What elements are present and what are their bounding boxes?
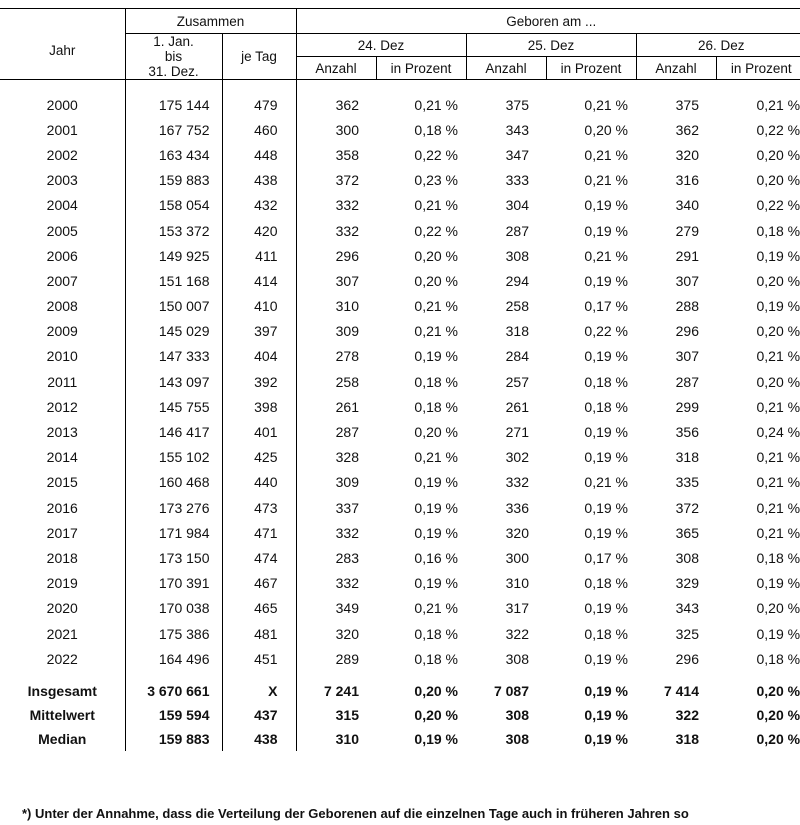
header-anzahl-25: Anzahl [466, 57, 546, 80]
cell-je-tag: 460 [222, 117, 296, 142]
cell-prozent-26: 0,20 % [756, 146, 800, 163]
births-table-container [0, 8, 800, 751]
cell-jahr: 2007 [46, 272, 78, 289]
cell-total: 170 038 [125, 596, 222, 621]
cell-jahr: 2004 [46, 197, 78, 214]
cell-prozent-25: 0,21 % [584, 474, 628, 491]
cell-anzahl-24: 320 [296, 621, 376, 646]
cell-jahr: 2006 [46, 247, 78, 264]
cell-je-tag: 392 [222, 369, 296, 394]
summary-anzahl-25: 308 [505, 731, 529, 748]
cell-anzahl-26: 316 [675, 172, 699, 189]
cell-prozent-24: 0,16 % [414, 549, 458, 566]
cell-je-tag: 481 [222, 621, 296, 646]
header-range-line2: bis [164, 49, 183, 64]
cell-je-tag: 398 [222, 394, 296, 419]
table-row [0, 142, 800, 167]
cell-je-tag: 471 [222, 520, 296, 545]
table-row [0, 168, 800, 193]
cell-prozent-26: 0,19 % [756, 247, 800, 264]
cell-jahr: 2015 [46, 474, 78, 491]
births-table [0, 8, 800, 751]
cell-prozent-24: 0,18 % [414, 373, 458, 390]
cell-anzahl-25: 308 [505, 650, 529, 667]
cell-anzahl-26: 296 [675, 650, 699, 667]
cell-anzahl-26: 375 [675, 96, 699, 113]
table-row [0, 495, 800, 520]
table-row [0, 419, 800, 444]
cell-prozent-26: 0,20 % [756, 172, 800, 189]
cell-total: 173 150 [125, 545, 222, 570]
table-row [0, 545, 800, 570]
cell-anzahl-25: 258 [505, 298, 529, 315]
summary-row [0, 671, 800, 703]
cell-anzahl-26: 362 [675, 121, 699, 138]
summary-je-tag: 437 [222, 703, 296, 727]
header-je-tag: je Tag [222, 34, 296, 80]
cell-total: 160 468 [125, 470, 222, 495]
cell-prozent-26: 0,21 % [756, 524, 800, 541]
cell-je-tag: 432 [222, 193, 296, 218]
cell-prozent-26: 0,18 % [756, 650, 800, 667]
cell-je-tag: 425 [222, 445, 296, 470]
cell-total: 167 752 [125, 117, 222, 142]
cell-prozent-24: 0,19 % [414, 474, 458, 491]
summary-je-tag: X [222, 671, 296, 703]
cell-anzahl-25: 257 [505, 373, 529, 390]
cell-prozent-25: 0,21 % [584, 247, 628, 264]
cell-total: 147 333 [125, 344, 222, 369]
summary-anzahl-24: 7 241 [296, 671, 376, 703]
table-row [0, 218, 800, 243]
cell-anzahl-24: 258 [296, 369, 376, 394]
cell-jahr: 2014 [46, 449, 78, 466]
table-row [0, 193, 800, 218]
cell-jahr: 2008 [46, 298, 78, 315]
cell-je-tag: 404 [222, 344, 296, 369]
table-row [0, 243, 800, 268]
table-row [0, 470, 800, 495]
cell-anzahl-24: 362 [296, 80, 376, 118]
cell-anzahl-25: 347 [505, 146, 529, 163]
cell-prozent-25: 0,19 % [584, 524, 628, 541]
cell-total: 175 386 [125, 621, 222, 646]
cell-jahr: 2021 [46, 625, 78, 642]
header-zusammen: Zusammen [125, 9, 296, 34]
cell-anzahl-26: 307 [675, 272, 699, 289]
cell-anzahl-26: 340 [675, 197, 699, 214]
cell-jahr: 2016 [46, 499, 78, 516]
cell-anzahl-26: 296 [675, 323, 699, 340]
cell-je-tag: 438 [222, 168, 296, 193]
table-row [0, 621, 800, 646]
cell-prozent-25: 0,21 % [584, 172, 628, 189]
cell-jahr: 2013 [46, 424, 78, 441]
cell-prozent-24: 0,18 % [414, 121, 458, 138]
cell-je-tag: 474 [222, 545, 296, 570]
cell-anzahl-25: 332 [505, 474, 529, 491]
cell-prozent-24: 0,20 % [414, 272, 458, 289]
cell-anzahl-26: 307 [675, 348, 699, 365]
cell-jahr: 2012 [46, 398, 78, 415]
cell-prozent-25: 0,18 % [584, 398, 628, 415]
cell-je-tag: 397 [222, 319, 296, 344]
summary-row [0, 703, 800, 727]
cell-total: 171 984 [125, 520, 222, 545]
cell-anzahl-25: 294 [505, 272, 529, 289]
table-row [0, 596, 800, 621]
cell-total: 146 417 [125, 419, 222, 444]
cell-je-tag: 440 [222, 470, 296, 495]
cell-prozent-24: 0,20 % [414, 424, 458, 441]
cell-anzahl-25: 308 [505, 247, 529, 264]
cell-total: 164 496 [125, 646, 222, 671]
cell-prozent-24: 0,18 % [414, 650, 458, 667]
cell-prozent-25: 0,20 % [584, 121, 628, 138]
cell-total: 173 276 [125, 495, 222, 520]
cell-je-tag: 410 [222, 294, 296, 319]
cell-total: 170 391 [125, 571, 222, 596]
cell-prozent-24: 0,20 % [414, 247, 458, 264]
header-anzahl-26: Anzahl [636, 57, 716, 80]
cell-anzahl-26: 335 [675, 474, 699, 491]
cell-prozent-24: 0,19 % [414, 524, 458, 541]
cell-prozent-25: 0,19 % [584, 348, 628, 365]
cell-prozent-25: 0,18 % [584, 625, 628, 642]
summary-anzahl-26: 318 [675, 731, 699, 748]
cell-prozent-26: 0,20 % [756, 323, 800, 340]
cell-anzahl-25: 310 [505, 575, 529, 592]
cell-anzahl-25: 320 [505, 524, 529, 541]
cell-prozent-24: 0,21 % [414, 96, 458, 113]
cell-prozent-25: 0,17 % [584, 298, 628, 315]
cell-anzahl-24: 296 [296, 243, 376, 268]
cell-anzahl-24: 300 [296, 117, 376, 142]
cell-anzahl-24: 307 [296, 268, 376, 293]
cell-prozent-25: 0,19 % [584, 272, 628, 289]
summary-anzahl-25: 308 [505, 707, 529, 724]
summary-label: Mittelwert [29, 707, 95, 724]
cell-prozent-26: 0,19 % [756, 575, 800, 592]
cell-prozent-25: 0,19 % [584, 650, 628, 667]
cell-je-tag: 401 [222, 419, 296, 444]
cell-anzahl-24: 332 [296, 571, 376, 596]
header-range-line1: 1. Jan. [153, 34, 194, 49]
cell-anzahl-24: 289 [296, 646, 376, 671]
cell-anzahl-26: 287 [675, 373, 699, 390]
cell-total: 155 102 [125, 445, 222, 470]
cell-jahr: 2003 [46, 172, 78, 189]
summary-prozent-26: 0,20 % [756, 707, 800, 724]
summary-anzahl-25: 7 087 [493, 683, 529, 700]
cell-anzahl-24: 372 [296, 168, 376, 193]
cell-prozent-24: 0,21 % [414, 449, 458, 466]
header-prozent-26: in Prozent [716, 57, 800, 80]
cell-prozent-26: 0,20 % [756, 373, 800, 390]
cell-jahr: 2000 [46, 96, 78, 113]
cell-prozent-25: 0,19 % [584, 449, 628, 466]
cell-prozent-26: 0,19 % [756, 625, 800, 642]
cell-prozent-24: 0,19 % [414, 499, 458, 516]
cell-jahr: 2017 [46, 524, 78, 541]
cell-anzahl-24: 332 [296, 520, 376, 545]
summary-anzahl-24: 310 [296, 727, 376, 751]
table-row [0, 80, 800, 118]
cell-prozent-24: 0,21 % [414, 298, 458, 315]
summary-prozent-26: 0,20 % [756, 731, 800, 748]
header-anzahl-24: Anzahl [296, 57, 376, 80]
table-row [0, 445, 800, 470]
cell-jahr: 2020 [46, 600, 78, 617]
cell-prozent-26: 0,18 % [756, 222, 800, 239]
summary-label: Median [38, 731, 87, 748]
cell-total: 143 097 [125, 369, 222, 394]
cell-total: 145 755 [125, 394, 222, 419]
cell-anzahl-25: 284 [505, 348, 529, 365]
summary-prozent-24: 0,19 % [414, 731, 458, 748]
footnote: *) Unter der Annahme, dass die Verteilung der Geborenen auf die einzelnen Tage auch in früheren Jahren so [22, 806, 689, 821]
cell-prozent-26: 0,21 % [756, 96, 800, 113]
cell-anzahl-26: 291 [675, 247, 699, 264]
cell-prozent-26: 0,21 % [756, 398, 800, 415]
cell-anzahl-24: 261 [296, 394, 376, 419]
cell-anzahl-25: 336 [505, 499, 529, 516]
cell-anzahl-25: 304 [505, 197, 529, 214]
cell-prozent-25: 0,17 % [584, 549, 628, 566]
cell-je-tag: 420 [222, 218, 296, 243]
cell-je-tag: 473 [222, 495, 296, 520]
cell-jahr: 2005 [46, 222, 78, 239]
cell-total: 149 925 [125, 243, 222, 268]
cell-anzahl-25: 271 [505, 424, 529, 441]
cell-prozent-26: 0,22 % [756, 121, 800, 138]
summary-row [0, 727, 800, 751]
cell-total: 158 054 [125, 193, 222, 218]
cell-prozent-24: 0,19 % [414, 575, 458, 592]
cell-je-tag: 479 [222, 80, 296, 118]
cell-anzahl-26: 279 [675, 222, 699, 239]
cell-anzahl-25: 375 [505, 96, 529, 113]
table-row [0, 520, 800, 545]
cell-jahr: 2010 [46, 348, 78, 365]
cell-total: 151 168 [125, 268, 222, 293]
summary-prozent-25: 0,19 % [584, 683, 628, 700]
cell-prozent-24: 0,19 % [414, 348, 458, 365]
cell-prozent-24: 0,22 % [414, 146, 458, 163]
cell-prozent-26: 0,18 % [756, 549, 800, 566]
cell-prozent-24: 0,23 % [414, 172, 458, 189]
cell-anzahl-24: 349 [296, 596, 376, 621]
cell-anzahl-25: 318 [505, 323, 529, 340]
cell-jahr: 2001 [46, 121, 78, 138]
cell-total: 175 144 [125, 80, 222, 118]
cell-prozent-25: 0,19 % [584, 197, 628, 214]
cell-prozent-26: 0,22 % [756, 197, 800, 214]
cell-anzahl-26: 329 [675, 575, 699, 592]
header-day-25: 25. Dez [466, 34, 636, 57]
cell-prozent-24: 0,21 % [414, 197, 458, 214]
cell-prozent-26: 0,21 % [756, 348, 800, 365]
table-row [0, 369, 800, 394]
cell-anzahl-26: 372 [675, 499, 699, 516]
cell-anzahl-25: 300 [505, 549, 529, 566]
cell-anzahl-24: 332 [296, 218, 376, 243]
cell-anzahl-26: 320 [675, 146, 699, 163]
cell-total: 163 434 [125, 142, 222, 167]
cell-prozent-26: 0,19 % [756, 298, 800, 315]
cell-anzahl-24: 358 [296, 142, 376, 167]
cell-prozent-26: 0,21 % [756, 474, 800, 491]
cell-anzahl-24: 310 [296, 294, 376, 319]
cell-anzahl-26: 299 [675, 398, 699, 415]
cell-total: 153 372 [125, 218, 222, 243]
header-prozent-25: in Prozent [546, 57, 636, 80]
summary-prozent-25: 0,19 % [584, 707, 628, 724]
cell-anzahl-24: 287 [296, 419, 376, 444]
cell-prozent-25: 0,19 % [584, 424, 628, 441]
summary-prozent-25: 0,19 % [584, 731, 628, 748]
cell-je-tag: 467 [222, 571, 296, 596]
cell-je-tag: 465 [222, 596, 296, 621]
table-row [0, 319, 800, 344]
table-header [0, 9, 800, 80]
cell-prozent-25: 0,19 % [584, 600, 628, 617]
cell-prozent-25: 0,21 % [584, 146, 628, 163]
cell-je-tag: 414 [222, 268, 296, 293]
cell-prozent-24: 0,22 % [414, 222, 458, 239]
summary-label: Insgesamt [27, 683, 97, 700]
cell-jahr: 2009 [46, 323, 78, 340]
cell-prozent-24: 0,18 % [414, 398, 458, 415]
summary-anzahl-26: 7 414 [663, 683, 699, 700]
cell-je-tag: 448 [222, 142, 296, 167]
cell-total: 159 883 [125, 168, 222, 193]
summary-prozent-26: 0,20 % [756, 683, 800, 700]
cell-anzahl-25: 343 [505, 121, 529, 138]
table-row [0, 117, 800, 142]
cell-anzahl-25: 333 [505, 172, 529, 189]
cell-anzahl-24: 309 [296, 470, 376, 495]
cell-anzahl-25: 317 [505, 600, 529, 617]
cell-anzahl-26: 325 [675, 625, 699, 642]
header-day-26: 26. Dez [636, 34, 800, 57]
cell-anzahl-25: 261 [505, 398, 529, 415]
header-jahr: Jahr [0, 9, 125, 80]
cell-prozent-25: 0,19 % [584, 222, 628, 239]
cell-anzahl-26: 308 [675, 549, 699, 566]
cell-total: 145 029 [125, 319, 222, 344]
cell-jahr: 2002 [46, 146, 78, 163]
cell-prozent-24: 0,21 % [414, 323, 458, 340]
table-body [0, 80, 800, 752]
header-range [125, 34, 222, 80]
cell-je-tag: 411 [222, 243, 296, 268]
cell-anzahl-25: 322 [505, 625, 529, 642]
table-row [0, 268, 800, 293]
cell-prozent-26: 0,21 % [756, 449, 800, 466]
cell-prozent-25: 0,19 % [584, 499, 628, 516]
cell-je-tag: 451 [222, 646, 296, 671]
cell-anzahl-25: 302 [505, 449, 529, 466]
cell-anzahl-24: 309 [296, 319, 376, 344]
header-prozent-24: in Prozent [376, 57, 466, 80]
cell-anzahl-26: 365 [675, 524, 699, 541]
table-row [0, 294, 800, 319]
cell-jahr: 2011 [47, 373, 78, 390]
summary-prozent-24: 0,20 % [414, 707, 458, 724]
cell-anzahl-26: 343 [675, 600, 699, 617]
cell-anzahl-24: 332 [296, 193, 376, 218]
header-range-line3: 31. Dez. [148, 64, 199, 79]
cell-prozent-26: 0,21 % [756, 499, 800, 516]
cell-prozent-26: 0,20 % [756, 272, 800, 289]
header-geboren-am: Geboren am ... [296, 9, 800, 34]
summary-je-tag: 438 [222, 727, 296, 751]
cell-prozent-26: 0,20 % [756, 600, 800, 617]
cell-anzahl-24: 337 [296, 495, 376, 520]
cell-jahr: 2018 [46, 549, 78, 566]
cell-anzahl-24: 283 [296, 545, 376, 570]
cell-anzahl-25: 287 [505, 222, 529, 239]
summary-anzahl-24: 315 [296, 703, 376, 727]
table-row [0, 344, 800, 369]
table-row [0, 571, 800, 596]
cell-anzahl-24: 328 [296, 445, 376, 470]
summary-prozent-24: 0,20 % [414, 683, 458, 700]
cell-anzahl-26: 288 [675, 298, 699, 315]
cell-jahr: 2019 [46, 575, 78, 592]
cell-prozent-24: 0,18 % [414, 625, 458, 642]
cell-anzahl-26: 318 [675, 449, 699, 466]
cell-prozent-26: 0,24 % [756, 424, 800, 441]
cell-prozent-25: 0,22 % [584, 323, 628, 340]
cell-prozent-25: 0,21 % [584, 96, 628, 113]
table-row [0, 394, 800, 419]
cell-anzahl-26: 356 [675, 424, 699, 441]
summary-anzahl-26: 322 [675, 707, 699, 724]
cell-total: 150 007 [125, 294, 222, 319]
cell-prozent-25: 0,18 % [584, 373, 628, 390]
header-day-24: 24. Dez [296, 34, 466, 57]
summary-total: 159 594 [125, 703, 222, 727]
summary-total: 159 883 [125, 727, 222, 751]
cell-prozent-24: 0,21 % [414, 600, 458, 617]
table-row [0, 646, 800, 671]
summary-total: 3 670 661 [125, 671, 222, 703]
cell-prozent-25: 0,18 % [584, 575, 628, 592]
cell-anzahl-24: 278 [296, 344, 376, 369]
cell-jahr: 2022 [46, 650, 78, 667]
